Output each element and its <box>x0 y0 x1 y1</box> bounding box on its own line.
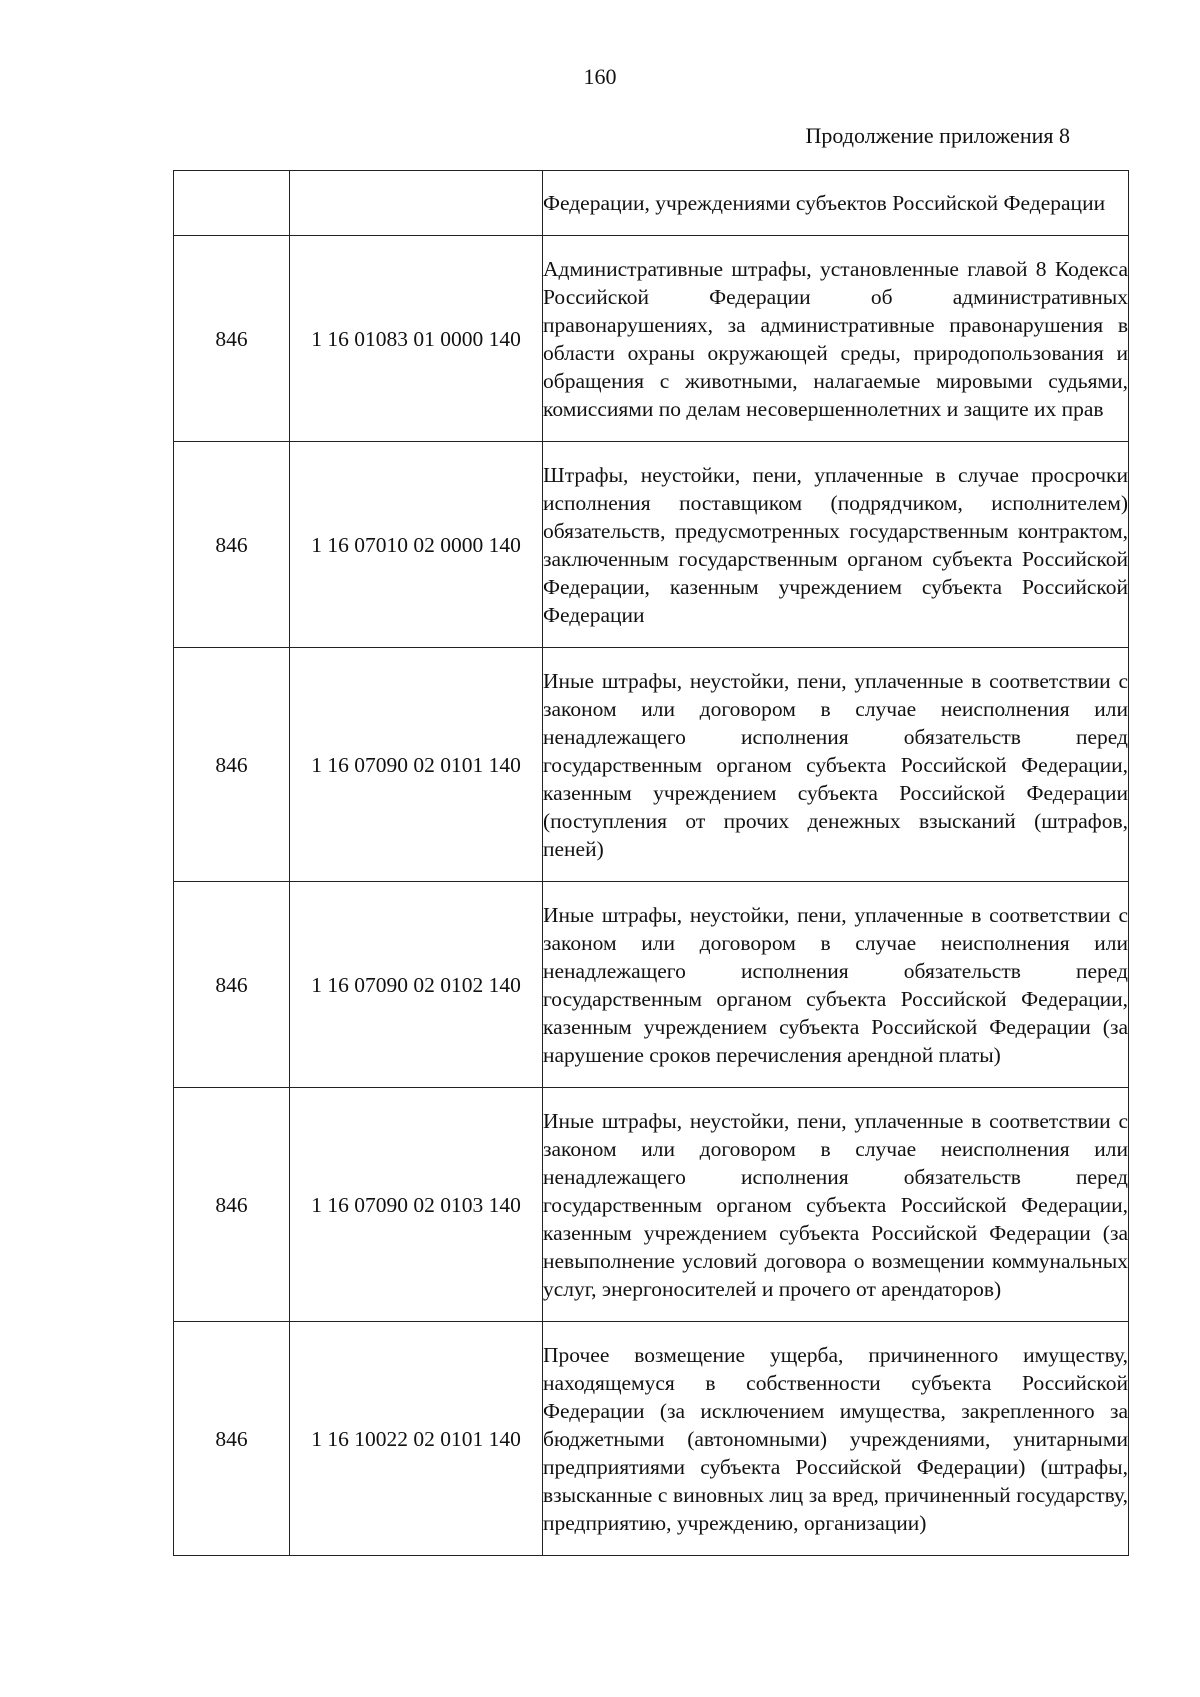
budget-code-cell: 1 16 10022 02 0101 140 <box>290 1322 543 1556</box>
table-row <box>174 648 1129 882</box>
table-row <box>174 236 1129 442</box>
budget-code-cell: 1 16 01083 01 0000 140 <box>290 236 543 442</box>
page-number: 160 <box>583 64 617 89</box>
admin-code-cell: 846 <box>174 236 290 442</box>
admin-code-cell: 846 <box>174 1322 290 1556</box>
description-cell: Иные штрафы, неустойки, пени, уплаченные в соответствии с законом или договором в случае неисполнения или ненадлежащего исполнения обязательств перед государственным органом субъекта Российской Федерации, казенным учреждением субъекта Российской Федерации (за нарушение сроков перечисления арендной платы) <box>543 882 1129 1088</box>
description-cell: Федерации, учреждениями субъектов Российской Федерации <box>543 171 1129 236</box>
description-cell: Административные штрафы, установленные главой 8 Кодекса Российской Федерации об административных правонарушениях, за административные правонарушения в области охраны окружающей среды, природопользования и обращения с животными, налагаемые мировыми судьями, комиссиями по делам несовершеннолетних и защите их прав <box>543 236 1129 442</box>
appendix-continuation-note: Продолжение приложения 8 <box>805 123 1070 148</box>
admin-code-cell: 846 <box>174 442 290 648</box>
admin-code-cell: 846 <box>174 1088 290 1322</box>
budget-code-cell: 1 16 07010 02 0000 140 <box>290 442 543 648</box>
description-cell: Иные штрафы, неустойки, пени, уплаченные в соответствии с законом или договором в случае неисполнения или ненадлежащего исполнения обязательств перед государственным органом субъекта Российской Федерации, казенным учреждением субъекта Российской Федерации (поступления от прочих денежных взысканий (штрафов, пеней) <box>543 648 1129 882</box>
budget-code-cell: 1 16 07090 02 0102 140 <box>290 882 543 1088</box>
revenue-codes-table <box>173 170 1129 1556</box>
table-row <box>174 1322 1129 1556</box>
admin-code-cell <box>174 171 290 236</box>
description-cell: Иные штрафы, неустойки, пени, уплаченные в соответствии с законом или договором в случае неисполнения или ненадлежащего исполнения обязательств перед государственным органом субъекта Российской Федерации, казенным учреждением субъекта Российской Федерации (за невыполнение условий договора о возмещении коммунальных услуг, энергоносителей и прочего от арендаторов) <box>543 1088 1129 1322</box>
description-cell: Штрафы, неустойки, пени, уплаченные в случае просрочки исполнения поставщиком (подрядчиком, исполнителем) обязательств, предусмотренных государственным контрактом, заключенным государственным органом субъекта Российской Федерации, казенным учреждением субъекта Российской Федерации <box>543 442 1129 648</box>
budget-code-cell: 1 16 07090 02 0103 140 <box>290 1088 543 1322</box>
description-cell: Прочее возмещение ущерба, причиненного имуществу, находящемуся в собственности субъекта Российской Федерации (за исключением имущества, закрепленного за бюджетными (автономными) учреждениями, унитарными предприятиями субъекта Российской Федерации) (штрафы, взысканные с виновных лиц за вред, причиненный государству, предприятию, учреждению, организации) <box>543 1322 1129 1556</box>
admin-code-cell: 846 <box>174 882 290 1088</box>
table-row <box>174 882 1129 1088</box>
table-row <box>174 171 1129 236</box>
budget-code-cell <box>290 171 543 236</box>
table-row <box>174 1088 1129 1322</box>
table-row <box>174 442 1129 648</box>
admin-code-cell: 846 <box>174 648 290 882</box>
budget-code-cell: 1 16 07090 02 0101 140 <box>290 648 543 882</box>
